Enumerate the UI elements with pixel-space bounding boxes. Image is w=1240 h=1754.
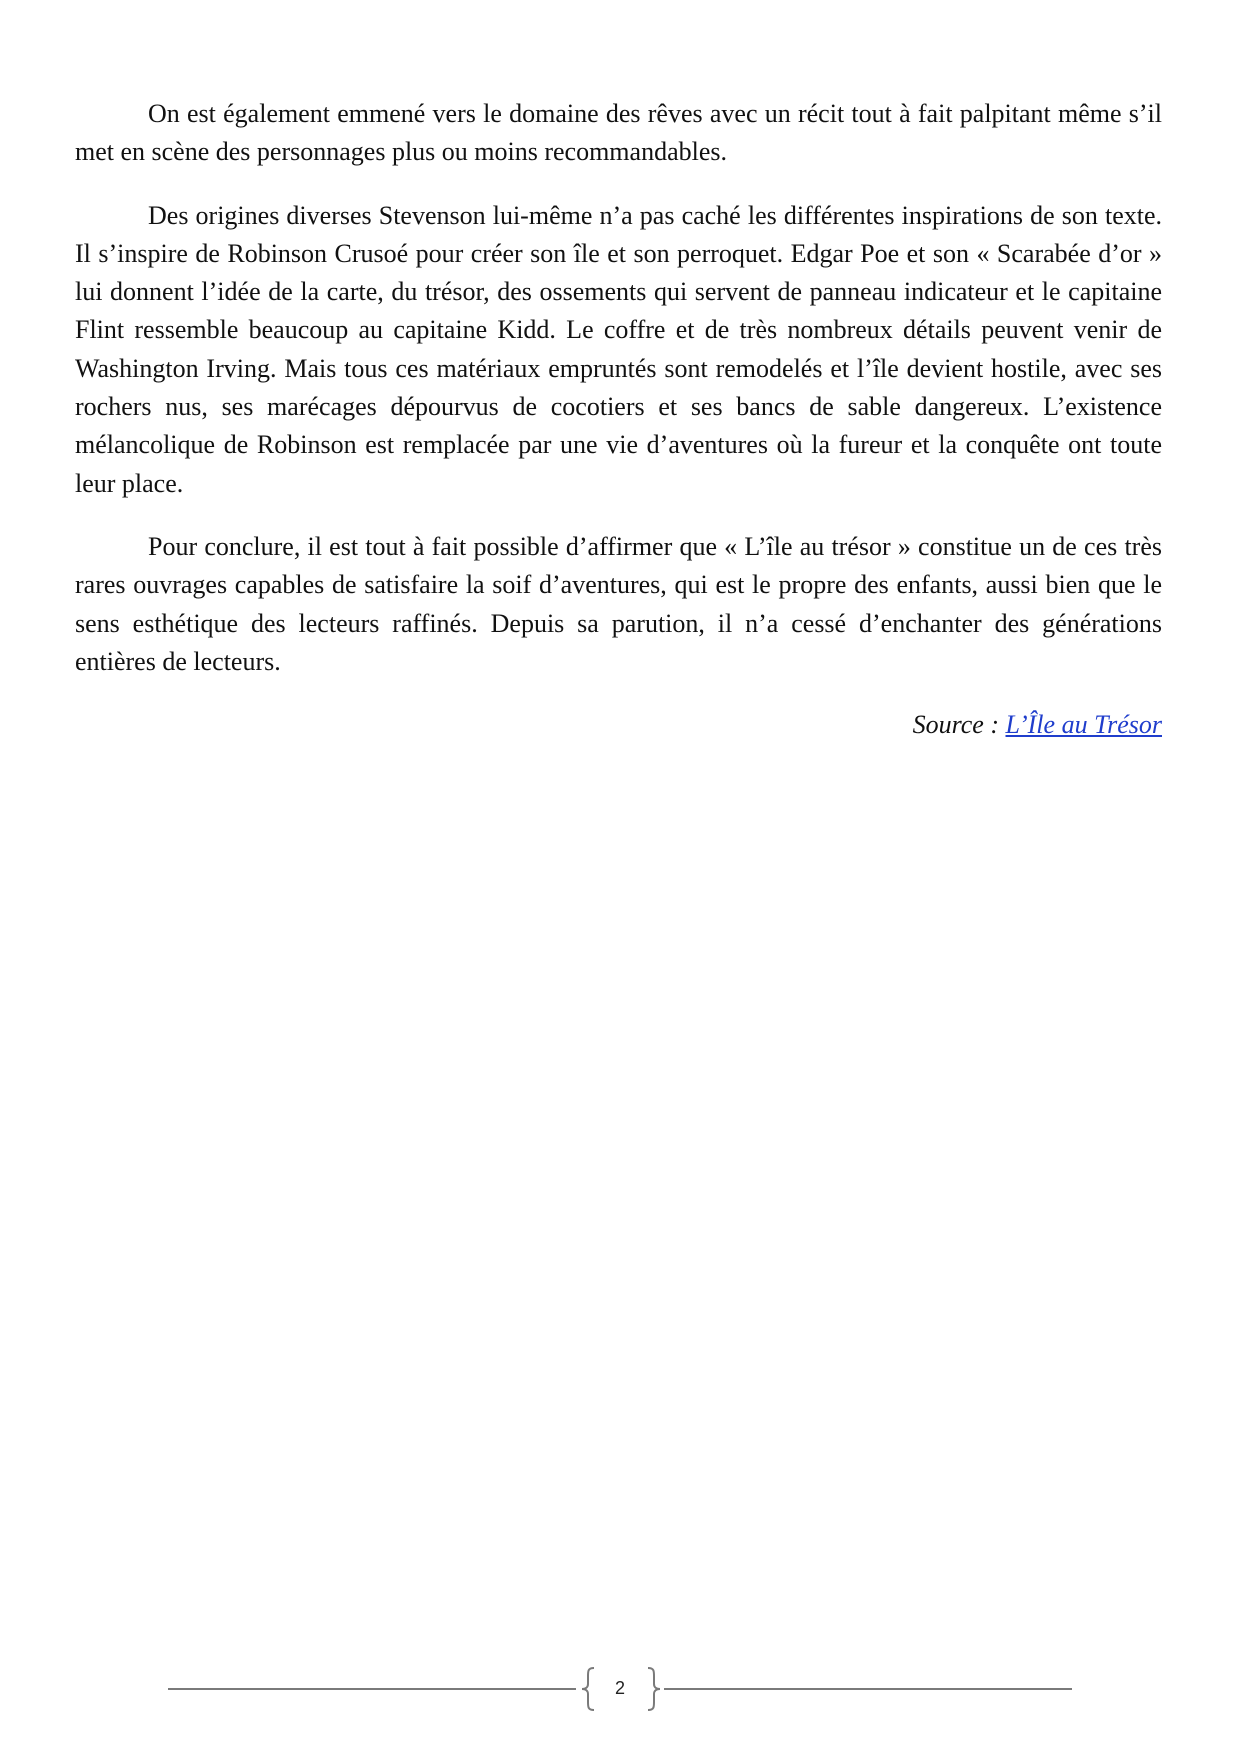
footer-rule-left <box>168 1688 576 1690</box>
footer-rule-right <box>664 1688 1072 1690</box>
left-brace-icon <box>580 1666 596 1712</box>
paragraph-conclusion: Pour conclure, il est tout à fait possible d’affirmer que « L’île au trésor » constitue un de ces très rares ouvrages capables de satisfaire la soif d’aventures, qui est le propre des enfants, aussi bien que le sens esthétique des lecteurs raffinés. Depuis sa parution, il n’a cessé d’enchanter des générations entières de lecteurs. <box>75 531 1162 676</box>
page-number: 2 <box>614 1678 625 1698</box>
source-link[interactable]: L’Île au Trésor <box>1005 710 1162 740</box>
source-label: Source : <box>912 710 1006 740</box>
page-footer <box>0 1660 1240 1720</box>
document-body <box>75 95 1162 744</box>
right-brace-icon <box>646 1666 662 1712</box>
paragraph-origins: Des origines diverses Stevenson lui-même n’a pas caché les différentes inspirations de son texte. Il s’inspire de Robinson Crusoé pour créer son île et son perroquet. Edgar Poe et son « Scarabée d’or » lui donnent l’idée de la carte, du trésor, des ossements qui servent de panneau indicateur et le capitaine Flint ressemble beaucoup au capitaine Kidd. Le coffre et de très nombreux détails peuvent venir de Washington Irving. Mais tous ces matériaux empruntés sont remodelés et l’île devient hostile, avec ses rochers nus, ses marécages dépourvus de cocotiers et ses bancs de sable dangereux. L’existence mélancolique de Robinson est remplacée par une vie d’aventures où la fureur et la conquête ont toute leur place. <box>75 200 1162 498</box>
source-citation <box>75 706 1162 744</box>
paragraph-dreams: On est également emmené vers le domaine des rêves avec un récit tout à fait palpitant même s’il met en scène des personnages plus ou moins recommandables. <box>75 99 1162 167</box>
